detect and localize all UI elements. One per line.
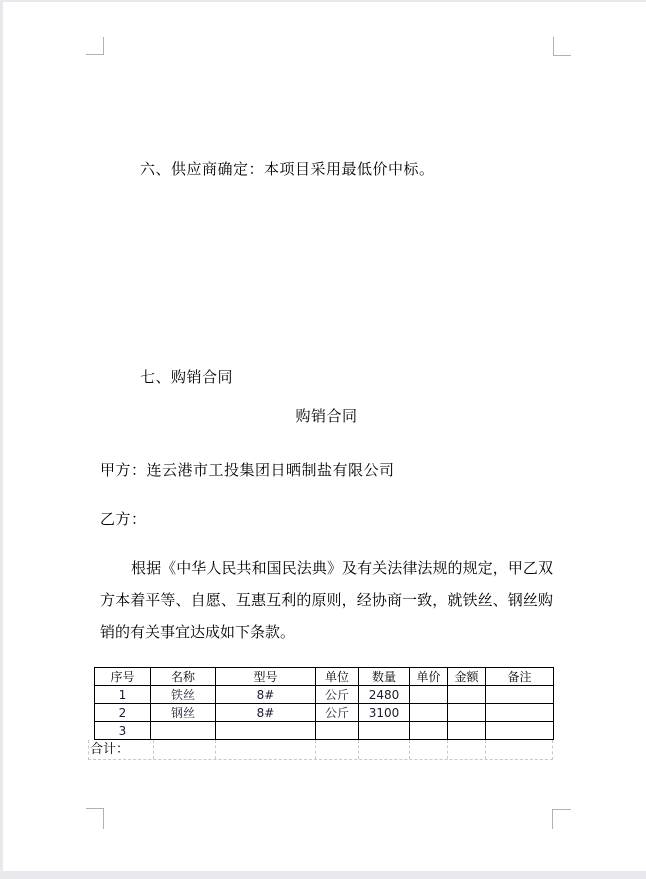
table-cell[interactable] xyxy=(486,686,554,704)
table-cell[interactable] xyxy=(410,722,448,740)
document-page[interactable] xyxy=(3,2,646,871)
party-a-line[interactable]: 甲方：连云港市工投集团日晒制盐有限公司 xyxy=(100,461,395,479)
table-header-row xyxy=(95,668,554,686)
table-cell[interactable]: 公斤 xyxy=(316,704,359,722)
contract-preamble[interactable]: 根据《中华人民共和国民法典》及有关法律法规的规定，甲乙双方本着平等、自愿、互惠互利的原则，经协商一致，就铁丝、钢丝购销的有关事宜达成如下条款。 xyxy=(100,559,553,641)
header-cell-unit[interactable]: 单位 xyxy=(316,668,359,686)
table-cell[interactable] xyxy=(486,704,554,722)
table-cell[interactable]: 8# xyxy=(216,704,316,722)
table-cell[interactable] xyxy=(448,704,486,722)
section-7-heading[interactable]: 七、购销合同 xyxy=(140,368,234,386)
contract-title[interactable]: 购销合同 xyxy=(295,407,358,425)
table-cell[interactable]: 3 xyxy=(95,722,151,740)
table-cell[interactable]: 1 xyxy=(95,686,151,704)
table-cell[interactable]: 2 xyxy=(95,704,151,722)
total-cell[interactable] xyxy=(216,740,316,759)
table-cell[interactable]: 公斤 xyxy=(316,686,359,704)
table-cell[interactable] xyxy=(216,722,316,740)
margin-crop-mark-top-right xyxy=(553,37,571,56)
margin-crop-mark-top-left xyxy=(86,37,104,55)
goods-table xyxy=(94,667,554,740)
header-cell-seq[interactable]: 序号 xyxy=(95,668,151,686)
header-cell-note[interactable]: 备注 xyxy=(486,668,554,686)
total-cell[interactable] xyxy=(410,740,448,759)
table-row xyxy=(95,722,554,740)
table-cell[interactable] xyxy=(359,722,410,740)
table-cell[interactable]: 钢丝 xyxy=(151,704,216,722)
total-cell[interactable] xyxy=(359,740,410,759)
table-row xyxy=(95,686,554,704)
table-cell[interactable] xyxy=(448,686,486,704)
total-cell[interactable] xyxy=(486,740,552,759)
header-cell-amount[interactable]: 金额 xyxy=(448,668,486,686)
table-cell[interactable] xyxy=(448,722,486,740)
table-row xyxy=(95,704,554,722)
header-cell-name[interactable]: 名称 xyxy=(151,668,216,686)
table-cell[interactable]: 3100 xyxy=(359,704,410,722)
total-label-cell[interactable]: 合计： xyxy=(89,740,154,759)
header-cell-price[interactable]: 单价 xyxy=(410,668,448,686)
header-cell-qty[interactable]: 数量 xyxy=(359,668,410,686)
table-cell[interactable] xyxy=(316,722,359,740)
header-cell-model[interactable]: 型号 xyxy=(216,668,316,686)
total-cell[interactable] xyxy=(316,740,359,759)
table-cell[interactable] xyxy=(151,722,216,740)
table-cell[interactable]: 铁丝 xyxy=(151,686,216,704)
table-cell[interactable] xyxy=(410,686,448,704)
margin-crop-mark-bottom-left xyxy=(86,808,104,829)
party-b-line[interactable]: 乙方： xyxy=(100,510,147,528)
margin-crop-mark-bottom-right xyxy=(552,809,571,829)
table-cell[interactable]: 8# xyxy=(216,686,316,704)
table-cell[interactable]: 2480 xyxy=(359,686,410,704)
table-cell[interactable] xyxy=(410,704,448,722)
total-cell[interactable] xyxy=(154,740,216,759)
table-cell[interactable] xyxy=(486,722,554,740)
section-6-heading[interactable]: 六、供应商确定：本项目采用最低价中标。 xyxy=(140,160,435,178)
total-cell[interactable] xyxy=(448,740,486,759)
table-total-row xyxy=(88,740,553,760)
